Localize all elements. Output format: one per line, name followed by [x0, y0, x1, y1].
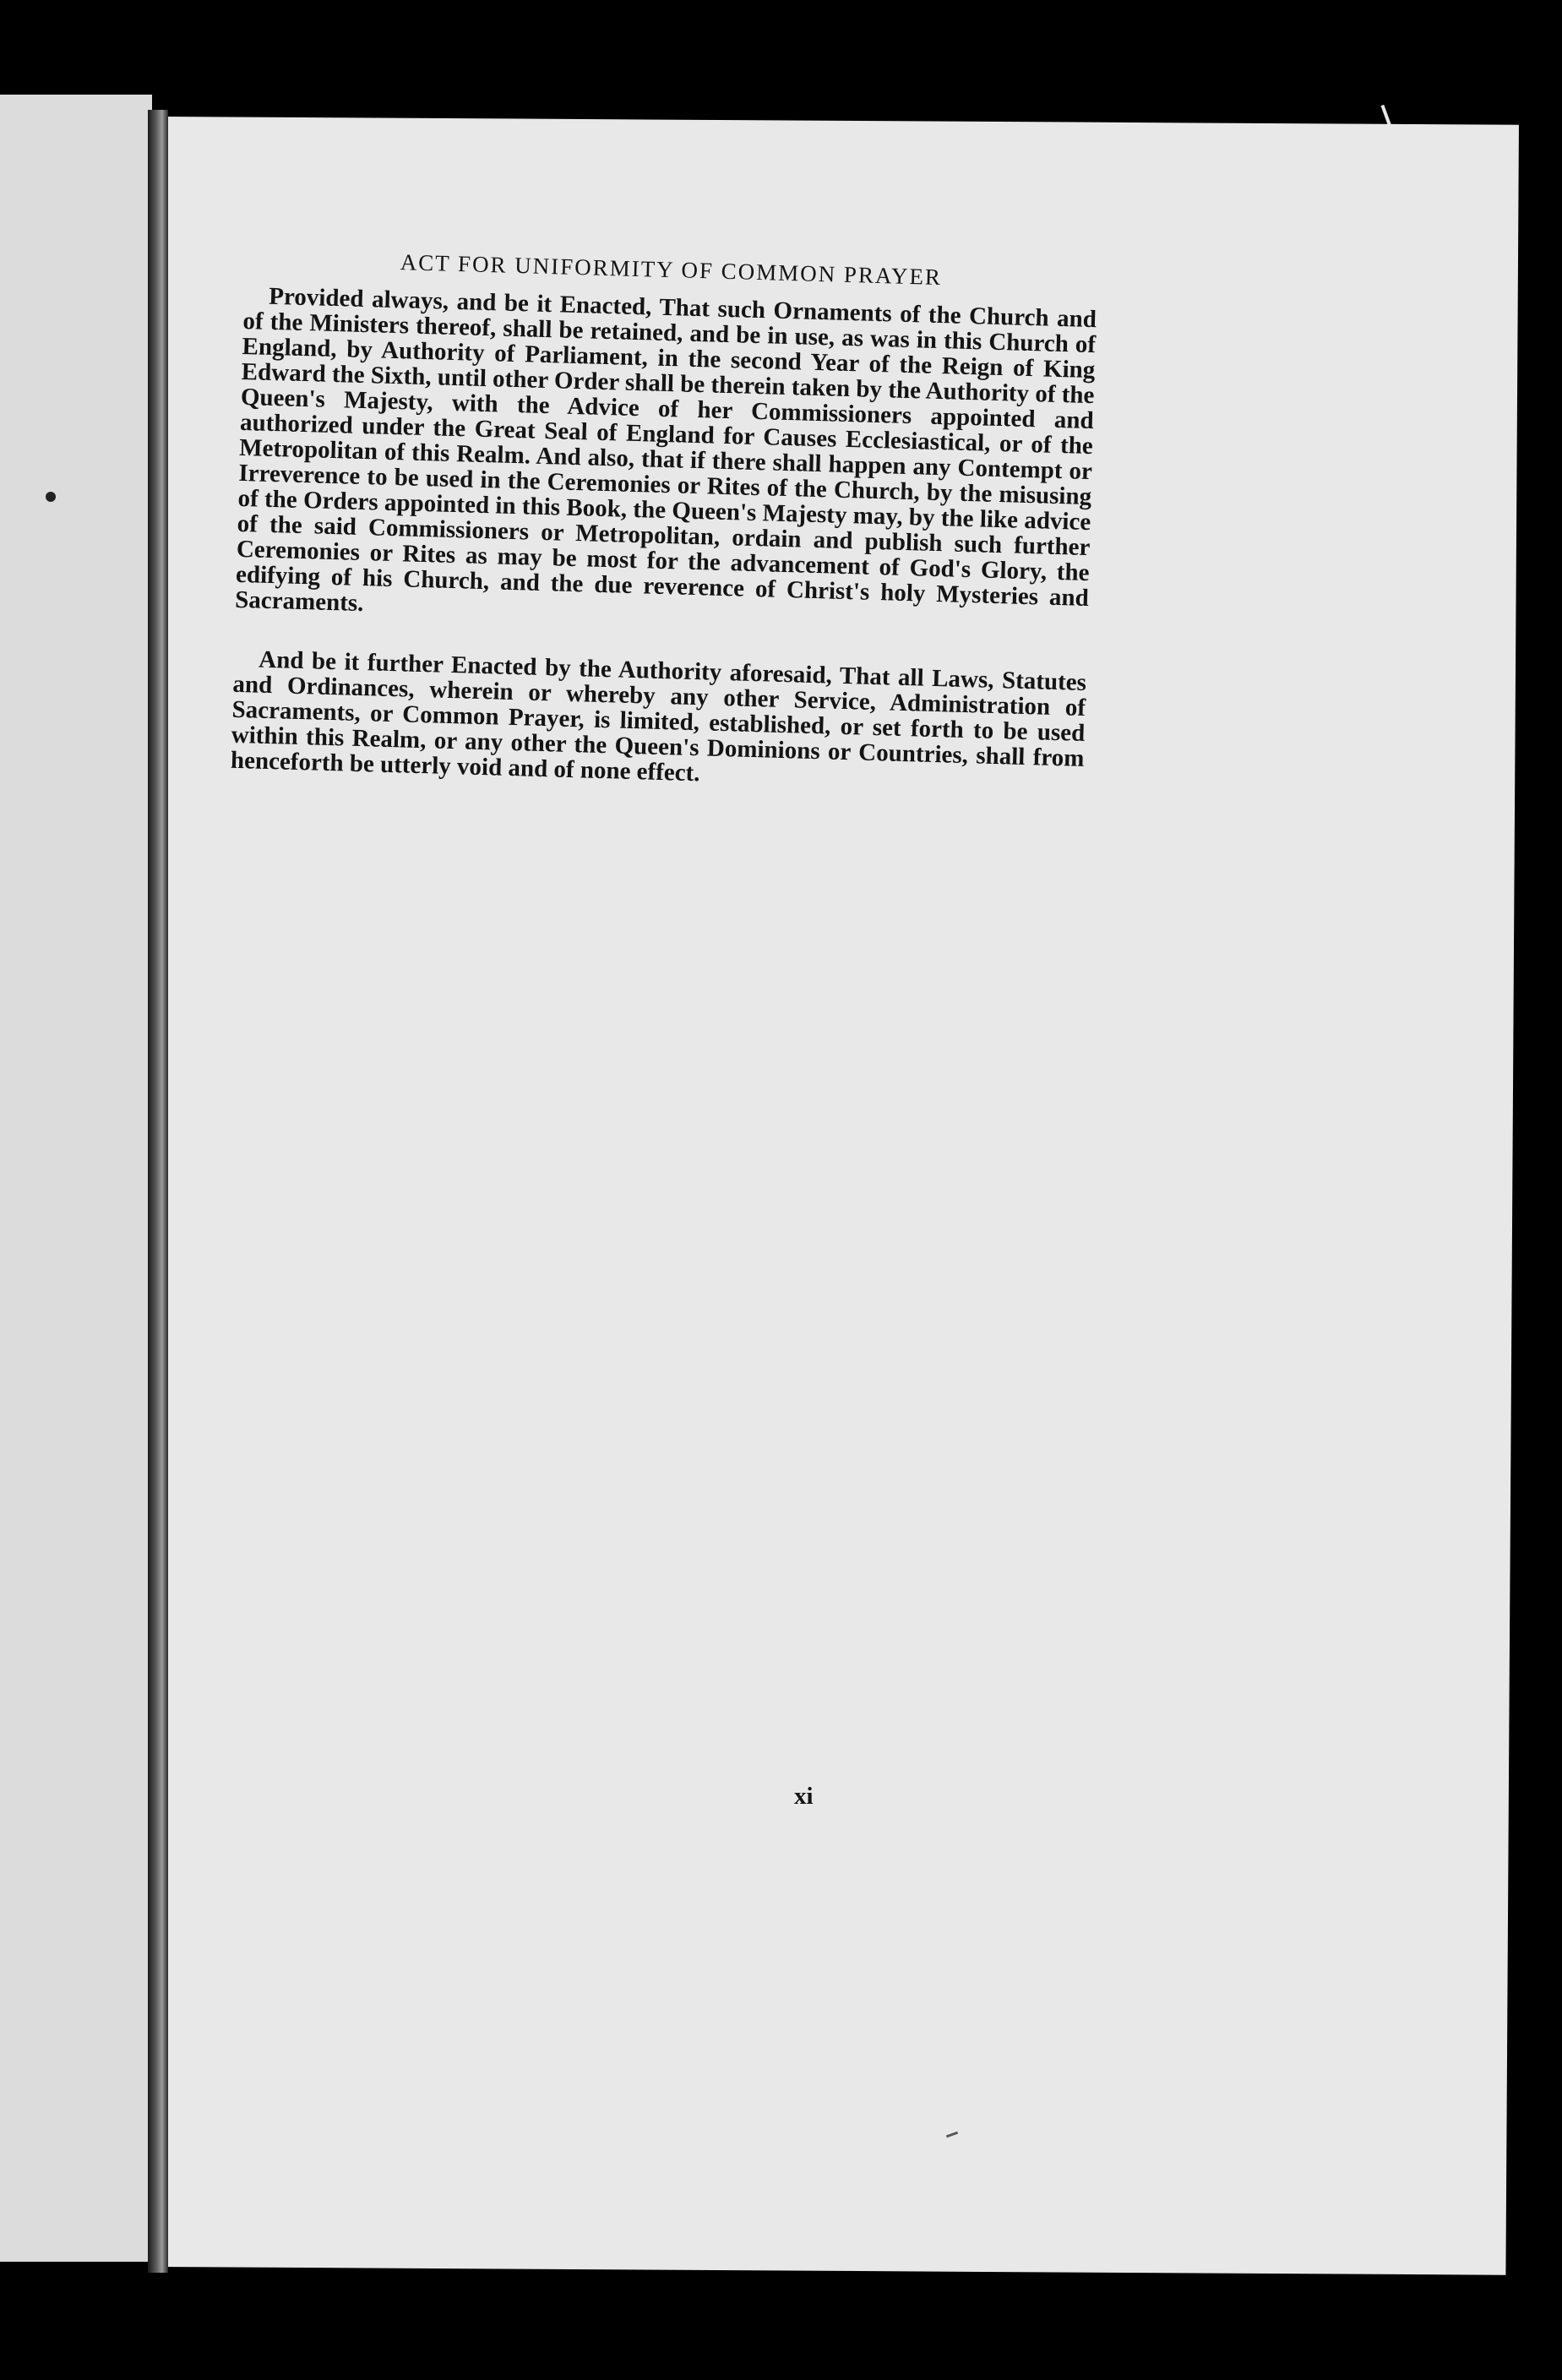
page-number: xi	[794, 1783, 814, 1810]
left-page-edge	[0, 95, 152, 2262]
page-text-block	[229, 245, 1097, 831]
scan-speck	[46, 492, 56, 502]
page-heading: ACT FOR UNIFORMITY OF COMMON PRAYER	[400, 249, 943, 291]
paragraph-ornaments: Provided always, and be it Enacted, That such Ornaments of the Church and of the Ministers thereof, shall be retained, and be in use, as was in this Church of England, by Authority of Parliament, in the second Year of the Reign of King Edward the Sixth, until other Order shall be therein taken by the Authority of the Queen's Majesty, with the Advice of her Commissioners appointed and authorized under the Great Seal of England for Causes Ecclesiastical, or of the Metropolitan of this Realm. And also, that if there shall happen any Contempt or Irreverence to be used in the Ceremonies or Rites of the Church, by the misusing of the Orders appointed in this Book, the Queen's Majesty may, by the like advice of the said Commissioners or Metropolitan, ordain and publish such further Ceremonies or Rites as may be most for the advancement of God's Glory, the edifying of his Church, and the due reverence of Christ's holy Mysteries and Sacraments.	[234, 282, 1097, 618]
book-gutter	[148, 110, 168, 2273]
paragraph-repeal: And be it further Enacted by the Authority aforesaid, That all Laws, Statutes and Ordinances, wherein or whereby any other Service, Administration of Sacraments, or Common Prayer, is limited, established, or set forth to be used within this Realm, or any other the Queen's Dominions or Countries, shall from henceforth be utterly void and of none effect.	[230, 645, 1087, 787]
